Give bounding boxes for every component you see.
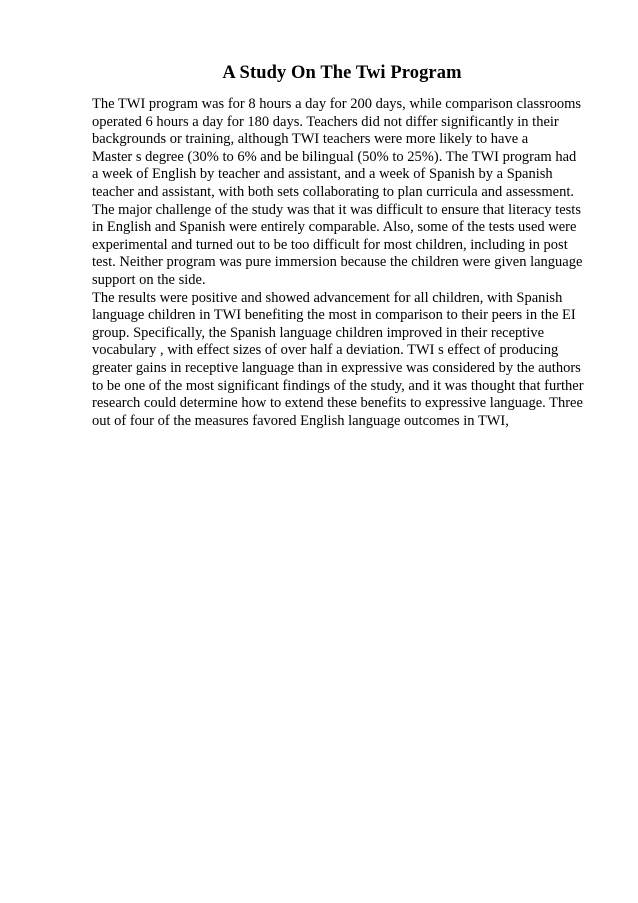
body-line: support on the side. [92, 271, 206, 288]
body-line: research could determine how to extend these benefits to expressive language. Three [92, 395, 583, 412]
body-line: test. Neither program was pure immersion because the children were given language [92, 254, 583, 271]
document-title: A Study On The Twi Program [222, 63, 462, 83]
body-line: to be one of the most significant findings of the study, and it was thought that further [92, 377, 584, 394]
body-line: in English and Spanish were entirely comparable. Also, some of the tests used were [92, 219, 577, 236]
body-line: The major challenge of the study was that it was difficult to ensure that literacy tests [92, 201, 581, 218]
body-line: a week of English by teacher and assistant, and a week of Spanish by a Spanish [92, 166, 553, 183]
body-line: operated 6 hours a day for 180 days. Teachers did not differ significantly in their [92, 113, 559, 130]
body-line: greater gains in receptive language than in expressive was considered by the authors [92, 359, 581, 376]
body-line: group. Specifically, the Spanish language children improved in their receptive [92, 324, 545, 341]
body-line: Master s degree (30% to 6% and be bilingual (50% to 25%). The TWI program had [92, 148, 577, 165]
body-line: experimental and turned out to be too difficult for most children, including in post [92, 236, 568, 253]
body-line: backgrounds or training, although TWI teachers were more likely to have a [92, 131, 529, 148]
body-line: The results were positive and showed advancement for all children, with Spanish [92, 289, 563, 306]
body-line: The TWI program was for 8 hours a day for 200 days, while comparison classrooms [92, 96, 581, 112]
body-line: out of four of the measures favored English language outcomes in TWI, [92, 412, 509, 429]
document-body [92, 96, 632, 430]
body-line: language children in TWI benefiting the most in comparison to their peers in the EI [92, 307, 576, 324]
body-line: teacher and assistant, with both sets collaborating to plan curricula and assessment. [92, 183, 574, 200]
body-line: vocabulary , with effect sizes of over half a deviation. TWI s effect of producing [92, 342, 559, 359]
